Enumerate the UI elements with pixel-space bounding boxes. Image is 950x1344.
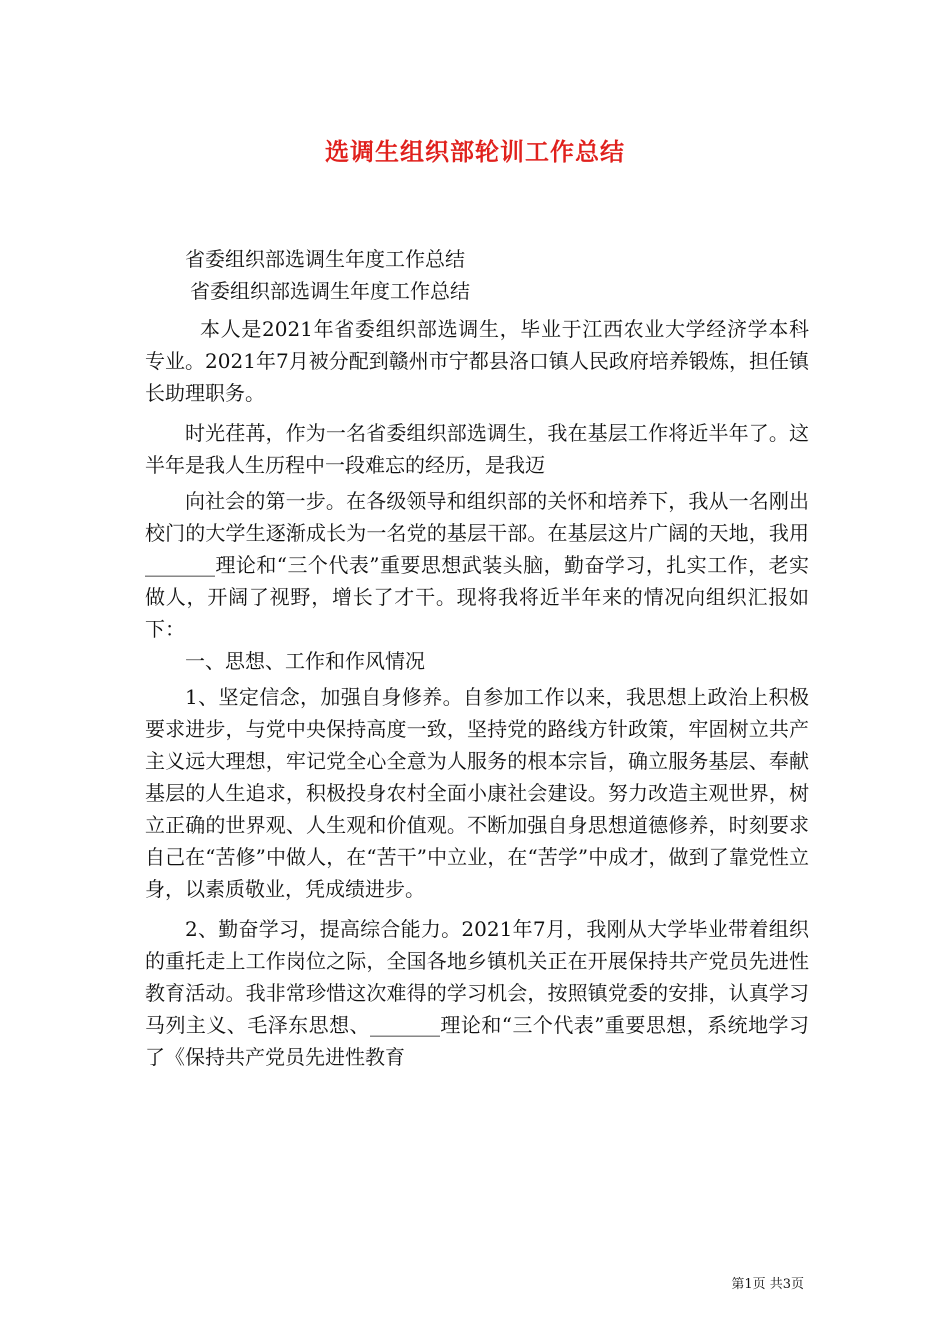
- paragraph-heading-2: 省委组织部选调生年度工作总结: [190, 279, 470, 303]
- paragraph-time: 时光荏苒，作为一名省委组织部选调生，我在基层工作将近半年了。这半年是我人生历程中一段难忘的经历，是我迈: [145, 421, 809, 477]
- page-number: 第1页 共3页: [731, 1277, 804, 1292]
- paragraph-study: 2、勤奋学习，提高综合能力。2021年7月，我刚从大学毕业带着组织的重托走上工作岗位之际，全国各地乡镇机关正在开展保持共产党员先进性教育活动。我非常珍惜这次难得的学习机会，按照镇党委的安排，认真学习马列主义、毛泽东思想、_______理论和“三个代表”重要思想，系统地学习了《保持共产党员先进性教育: [145, 917, 809, 1069]
- paragraph-belief: 1、坚定信念，加强自身修养。自参加工作以来，我思想上政治上积极要求进步，与党中央保持高度一致，坚持党的路线方针政策，牢固树立共产主义远大理想，牢记党全心全意为人服务的根本宗旨，确立服务基层、奉献基层的人生追求，积极投身农村全面小康社会建设。努力改造主观世界，树立正确的世界观、人生观和价值观。不断加强自身思想道德修养，时刻要求自己在“苦修”中做人，在“苦干”中立业，在“苦学”中成才，做到了靠党性立身，以素质敬业，凭成绩进步。: [145, 685, 809, 901]
- paragraph-heading-1: 省委组织部选调生年度工作总结: [185, 247, 465, 271]
- paragraph-intro: 本人是2021年省委组织部选调生，毕业于江西农业大学经济学本科专业。2021年7月被分配到赣州市宁都县洛口镇人民政府培养锻炼，担任镇长助理职务。: [145, 317, 809, 405]
- document-title: 选调生组织部轮训工作总结: [325, 137, 625, 166]
- document-body: [145, 243, 809, 1073]
- paragraph-growth: 向社会的第一步。在各级领导和组织部的关怀和培养下，我从一名刚出校门的大学生逐渐成长为一名党的基层干部。在基层这片广阔的天地，我用_______理论和“三个代表”重要思想武装头脑，勤奋学习，扎实工作，老实做人，开阔了视野，增长了才干。现将我将近半年来的情况向组织汇报如下：: [145, 489, 809, 641]
- section-heading: 一、思想、工作和作风情况: [185, 649, 425, 673]
